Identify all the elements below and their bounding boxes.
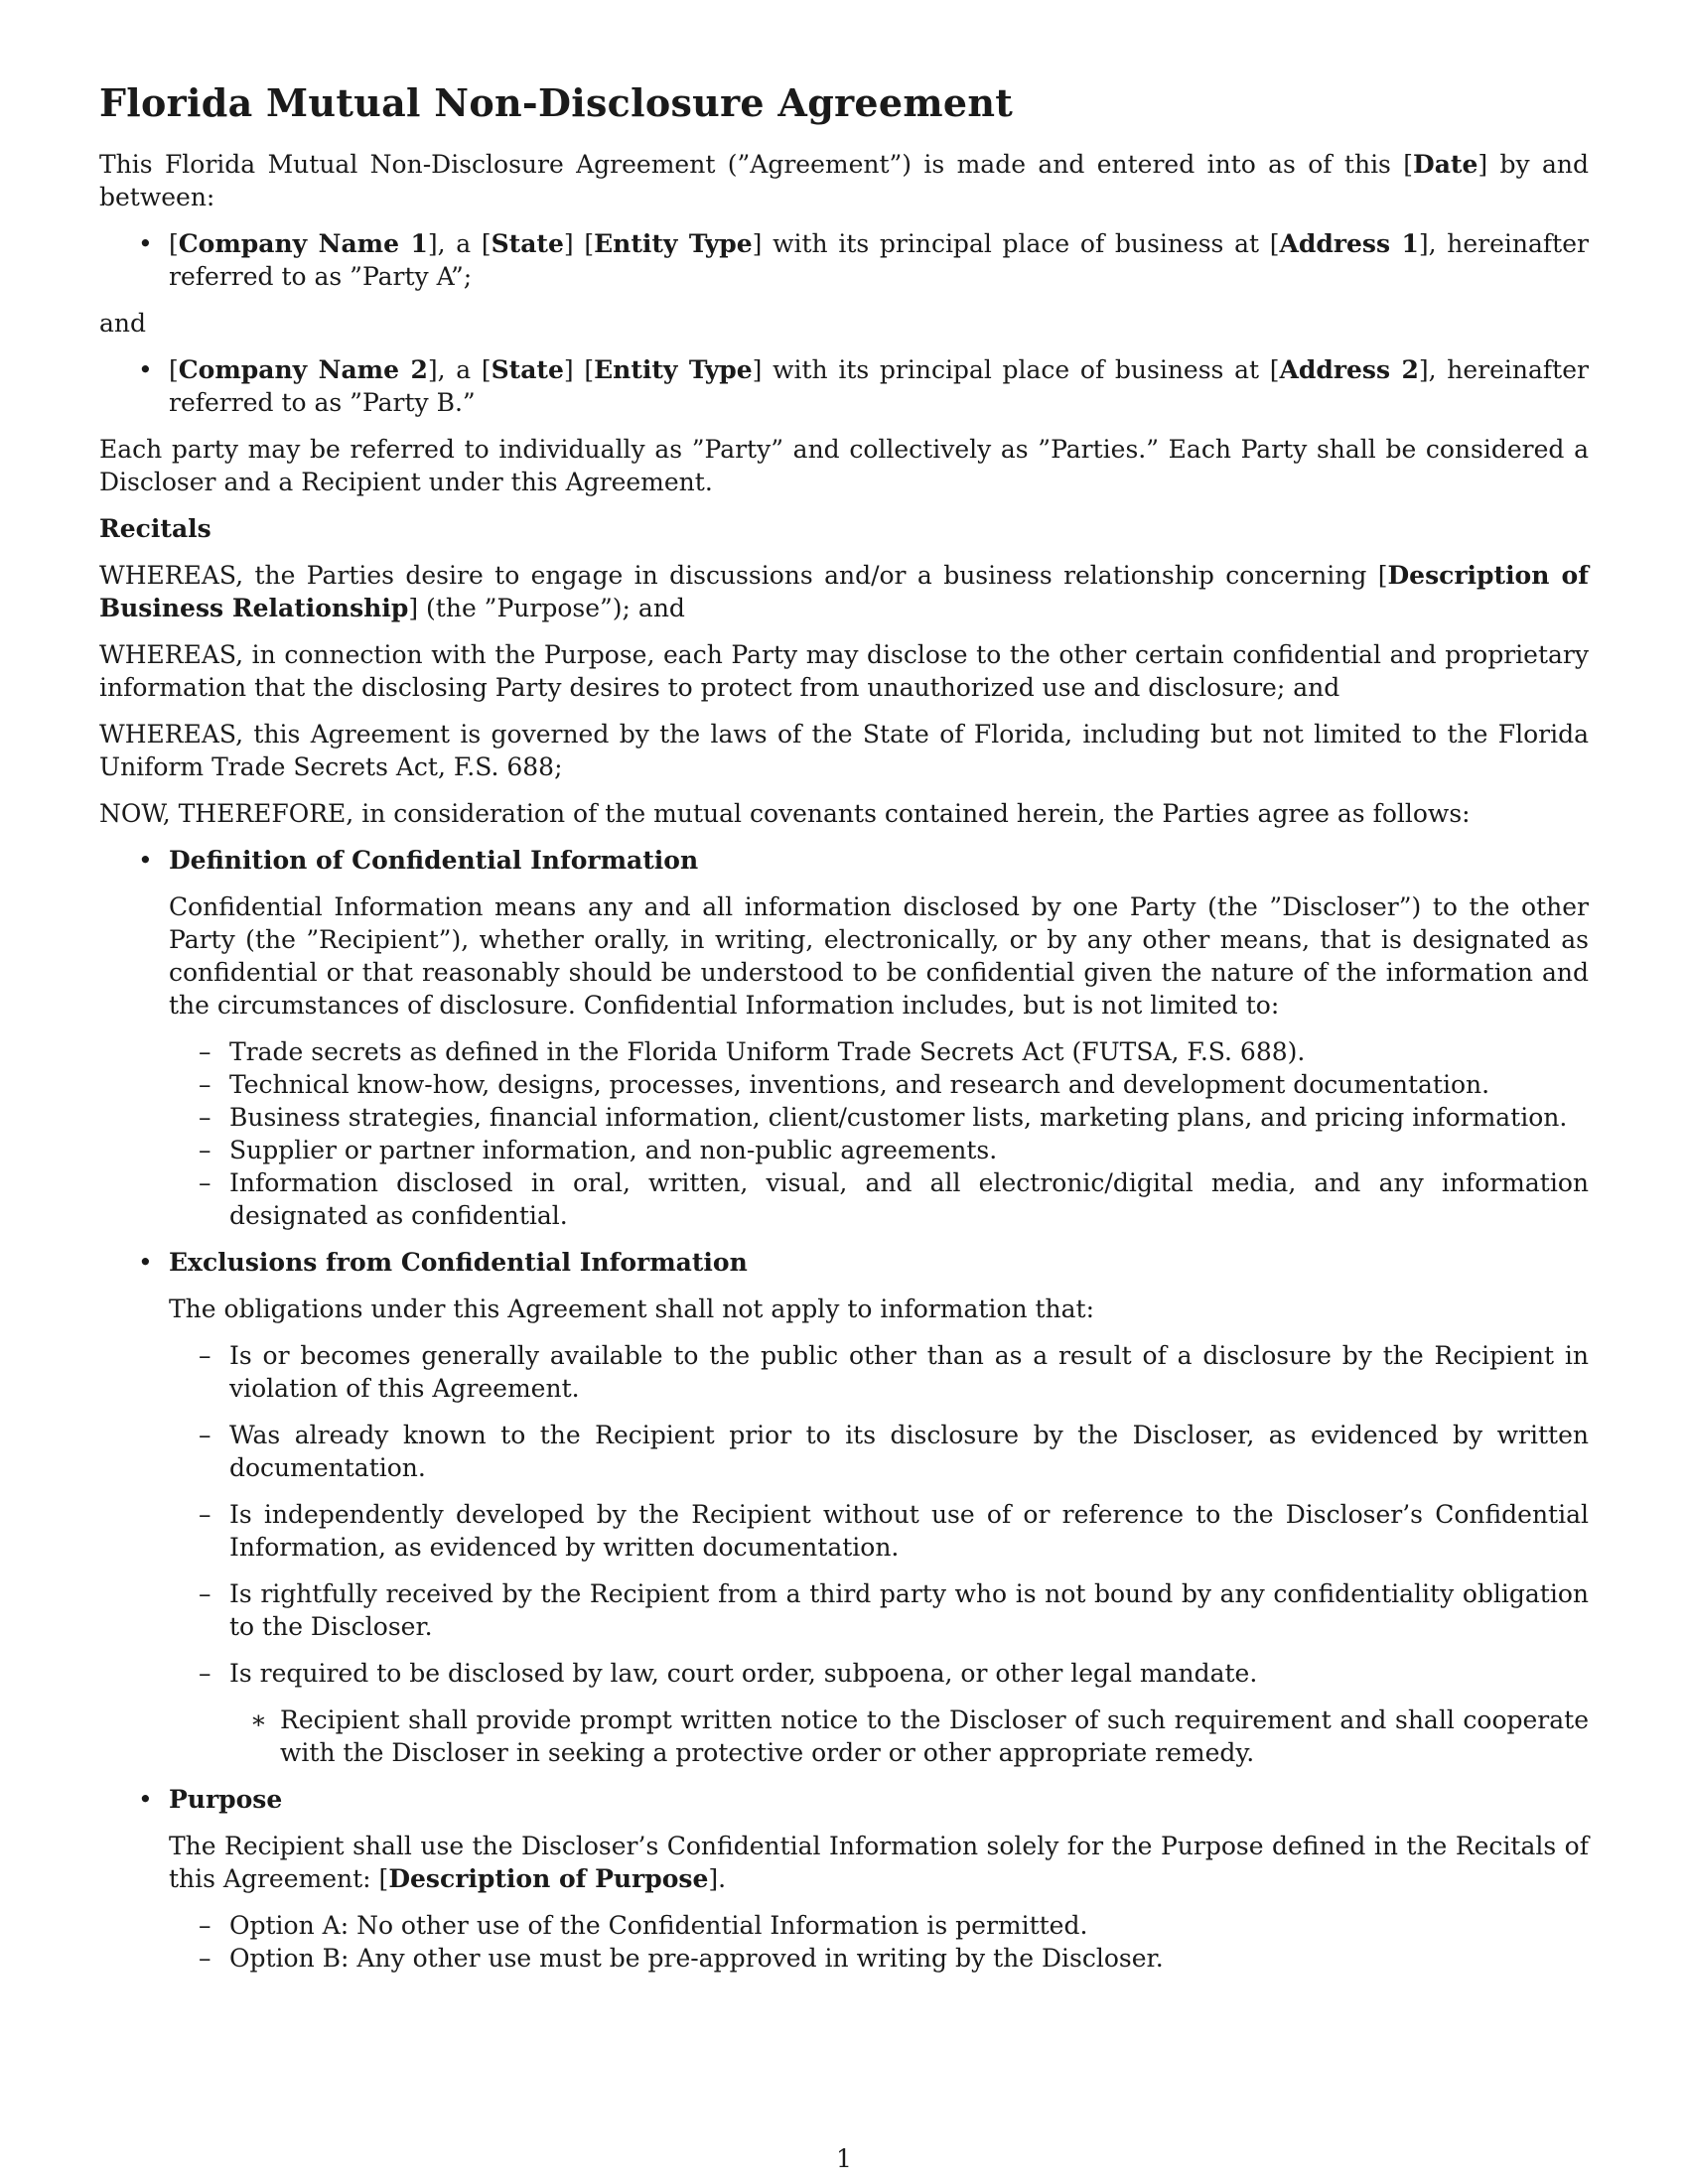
purpose-list — [99, 1783, 1589, 1816]
whereas-1-text: WHEREAS, the Parties desire to engage in discussions and/or a business relationship concerning — [99, 561, 1378, 590]
party-b-item: • [Company Name 2], a [State] [Entity Type] with its principal place of business at [Address 2], hereinafter referred to as ”Party B.” — [99, 353, 1589, 419]
party-b-mid: with its principal place of business at — [762, 355, 1270, 384]
exclusions-list — [99, 1246, 1589, 1279]
date-placeholder: Date — [1413, 150, 1478, 179]
definition-heading: • Definition of Confidential Information — [169, 846, 699, 875]
exclusion-items-3 — [99, 1498, 1589, 1564]
list-item: – Business strategies, financial information, client/customer lists, marketing plans, and pricing information. — [99, 1101, 1589, 1134]
intro-text: This Florida Mutual Non-Disclosure Agreement (”Agreement”) is made and entered into as of this — [99, 150, 1404, 179]
party-b-a: , a — [437, 355, 482, 384]
purpose-placeholder: Description of Purpose — [388, 1864, 709, 1893]
party-a-mid: with its principal place of business at — [762, 229, 1270, 258]
document-title: Florida Mutual Non-Disclosure Agreement — [99, 80, 1014, 125]
purpose-section — [99, 1783, 1589, 1816]
list-item: ∗ Recipient shall provide prompt written notice to the Discloser of such requirement and shall cooperate with the Discloser in seeking a protective order or other appropriate remedy. — [99, 1704, 1589, 1769]
sections-list — [99, 844, 1589, 877]
list-item: – Is or becomes generally available to the public other than as a result of a disclosure by the Recipient in violation of this Agreement. — [99, 1339, 1589, 1405]
each-party-paragraph: Each party may be referred to individually as ”Party” and collectively as ”Parties.” Each Party shall be considered a Discloser and a Recipient under this Agreement. — [99, 435, 1589, 496]
definition-items — [99, 1035, 1589, 1232]
party-a-company: Company Name 1 — [178, 229, 428, 258]
exclusion-items — [99, 1339, 1589, 1405]
purpose-body: The Recipient shall use the Discloser’s Confidential Information solely for the Purpose defined in the Recitals of this Agreement: [Description of Purpose]. — [169, 1832, 1589, 1893]
list-item: – Is independently developed by the Recipient without use of or reference to the Discloser’s Confidential Information, as evidenced by written documentation. — [99, 1498, 1589, 1564]
list-item: – Supplier or partner information, and non-public agreements. — [99, 1134, 1589, 1166]
exclusion-sub-items — [99, 1704, 1589, 1769]
list-item: – Is rightfully received by the Recipient from a third party who is not bound by any confidentiality obligation to the Discloser. — [99, 1577, 1589, 1643]
definition-section — [99, 844, 1589, 877]
purpose-body-text: The Recipient shall use the Discloser’s Confidential Information solely for the Purpose defined in the Recitals of this Agreement: — [169, 1832, 1589, 1893]
whereas-3: WHEREAS, this Agreement is governed by the laws of the State of Florida, including but not limited to the Florida Uniform Trade Secrets Act, F.S. 688; — [99, 720, 1589, 781]
party-a-a: , a — [437, 229, 482, 258]
whereas-2: WHEREAS, in connection with the Purpose, each Party may disclose to the other certain confidential and proprietary information that the disclosing Party desires to protect from unauthorized use and disclosure; and — [99, 640, 1589, 702]
intro-tail: by and between: — [99, 150, 1590, 211]
list-item: – Information disclosed in oral, written, visual, and all electronic/digital media, and any information designated as confidential. — [99, 1166, 1589, 1232]
party-b-state: State — [491, 355, 564, 384]
party-b-entity: Entity Type — [594, 355, 753, 384]
definition-body: Confidential Information means any and all information disclosed by one Party (the ”Discloser”) to the other Party (the ”Recipient”), whether orally, in writing, electronically, or by any other means, that is designated as confidential or that reasonably should be understood to be confidential given the nature of the information and the circumstances of disclosure. Confidential Information includes, but is not limited to: — [169, 892, 1589, 1020]
party-b-tail: , hereinafter referred to as ”Party B.” — [169, 355, 1589, 417]
exclusions-heading: • Exclusions from Confidential Information — [169, 1248, 748, 1277]
whereas-1: WHEREAS, the Parties desire to engage in discussions and/or a business relationship concerning [Description of Business Relationship] (the ”Purpose”); and — [99, 561, 1589, 622]
party-b-list — [99, 353, 1589, 419]
exclusions-section — [99, 1246, 1589, 1279]
and-connector: and — [99, 309, 147, 338]
business-relationship-placeholder: Description of Business Relationship — [99, 561, 1589, 622]
party-a-item: • [Company Name 1], a [State] [Entity Type] with its principal place of business at [Address 1], hereinafter referred to as ”Party A”; — [99, 227, 1589, 293]
whereas-1-tail: (the ”Purpose”); and — [418, 594, 685, 622]
party-a-state: State — [491, 229, 564, 258]
party-a-tail: , hereinafter referred to as ”Party A”; — [169, 229, 1589, 291]
list-item: – Trade secrets as defined in the Florida Uniform Trade Secrets Act (FUTSA, F.S. 688). — [99, 1035, 1589, 1068]
list-item: – Is required to be disclosed by law, court order, subpoena, or other legal mandate. — [99, 1657, 1589, 1690]
document-page — [99, 81, 1589, 1975]
purpose-heading: • Purpose — [169, 1785, 283, 1814]
purpose-options — [99, 1909, 1589, 1975]
now-therefore: NOW, THEREFORE, in consideration of the mutual covenants contained herein, the Parties agree as follows: — [99, 799, 1471, 828]
exclusion-items-4 — [99, 1577, 1589, 1643]
party-b-company: Company Name 2 — [178, 355, 428, 384]
exclusions-body: The obligations under this Agreement shall not apply to information that: — [169, 1295, 1095, 1323]
party-a-address: Address 1 — [1279, 229, 1419, 258]
list-item: – Was already known to the Recipient prior to its disclosure by the Discloser, as evidenced by written documentation. — [99, 1419, 1589, 1484]
page-number: 1 — [836, 2144, 852, 2173]
recitals-heading — [99, 512, 1589, 545]
party-a-entity: Entity Type — [594, 229, 753, 258]
list-item: – Technical know-how, designs, processes, inventions, and research and development documentation. — [99, 1068, 1589, 1101]
purpose-tail: . — [718, 1864, 727, 1893]
party-a-list — [99, 227, 1589, 293]
intro-paragraph: This Florida Mutual Non-Disclosure Agreement (”Agreement”) is made and entered into as of this [Date] by and between: — [99, 150, 1590, 211]
recitals-heading-text: Recitals — [99, 514, 211, 543]
list-item: – Option B: Any other use must be pre-approved in writing by the Discloser. — [99, 1942, 1589, 1975]
list-item: – Option A: No other use of the Confidential Information is permitted. — [99, 1909, 1589, 1942]
exclusion-items-5 — [99, 1657, 1589, 1690]
exclusion-items-2 — [99, 1419, 1589, 1484]
party-b-address: Address 2 — [1279, 355, 1419, 384]
